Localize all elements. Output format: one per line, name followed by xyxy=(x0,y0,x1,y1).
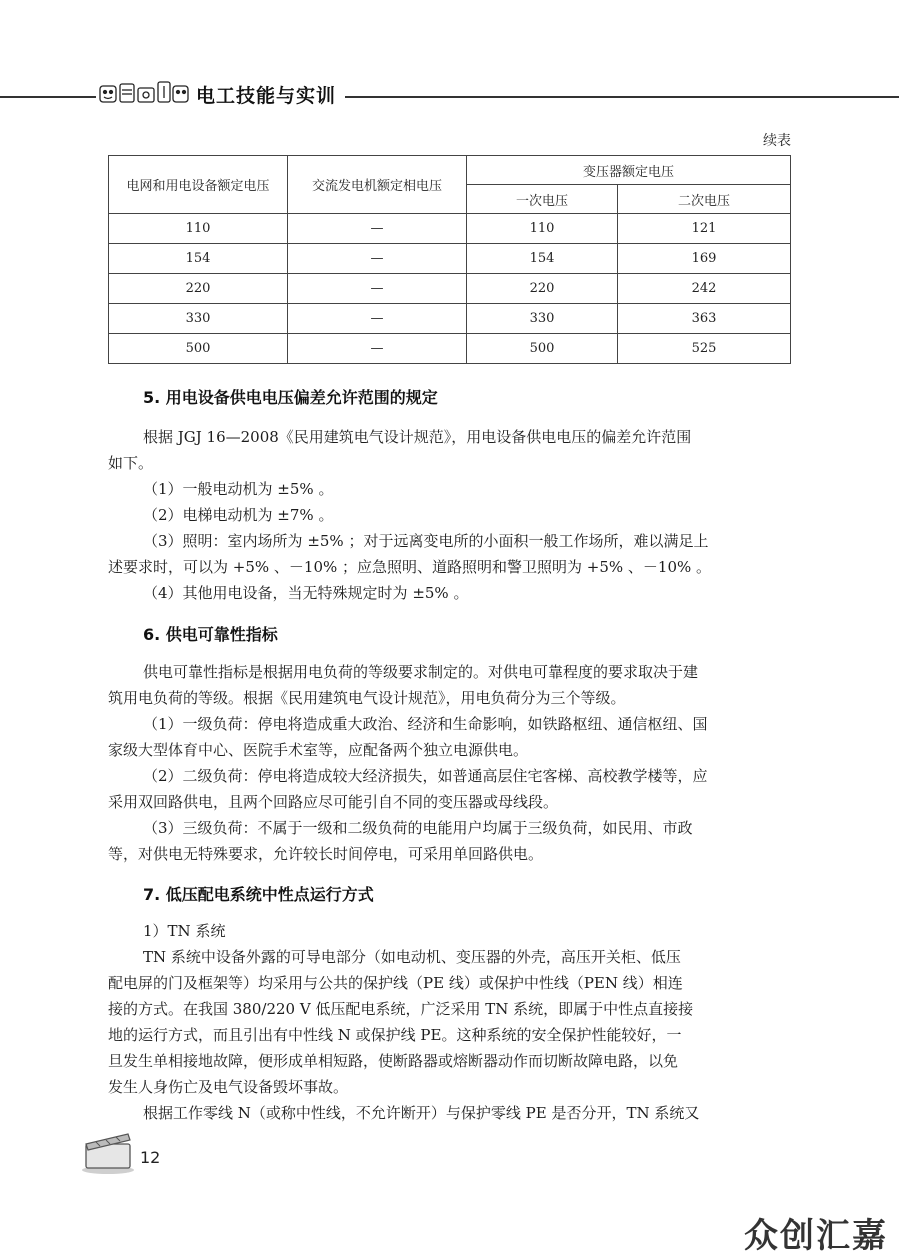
section7-heading: 7. 低压配电系统中性点运行方式 xyxy=(143,885,374,904)
section5-item3-line1: （3）照明：室内场所为 ±5% ；对于远离变电所的小面积一般工作场所，难以满足上 xyxy=(143,532,709,550)
table-row xyxy=(109,304,791,334)
header-rule-right xyxy=(345,96,899,98)
table-cell: 500 xyxy=(467,334,618,364)
section6-intro-line2: 筑用电负荷的等级。根据《民用建筑电气设计规范》，用电负荷分为三个等级。 xyxy=(108,689,626,707)
table-row xyxy=(109,214,791,244)
table-cell: — xyxy=(288,334,467,364)
table-cell: 330 xyxy=(467,304,618,334)
table-cell: — xyxy=(288,214,467,244)
section6-intro-line1: 供电可靠性指标是根据用电负荷的等级要求制定的。对供电可靠程度的要求取决于建 xyxy=(143,663,699,681)
section7-para-line: TN 系统中设备外露的可导电部分（如电动机、变压器的外壳，高压开关柜、低压 xyxy=(143,948,681,966)
section7-para-line: 发生人身伤亡及电气设备毁坏事故。 xyxy=(108,1078,349,1096)
col-header-transformer-voltage: 变压器额定电压 xyxy=(467,156,791,185)
section5-intro-line2: 如下。 xyxy=(108,454,154,472)
section5-item4: （4）其他用电设备，当无特殊规定时为 ±5% 。 xyxy=(143,584,469,602)
section7-subheading-tn: 1）TN 系统 xyxy=(143,922,226,940)
page-number: 12 xyxy=(140,1148,161,1167)
table-cell: 169 xyxy=(618,244,791,274)
section7-para-line: 接的方式。在我国 380/220 V 低压配电系统，广泛采用 TN 系统，即属于中性点直接接 xyxy=(108,1000,694,1018)
section7-para-line: 地的运行方式，而且引出有中性线 N 或保护线 PE。这种系统的安全保护性能较好，一 xyxy=(108,1026,682,1044)
col-header-generator-voltage: 交流发电机额定相电压 xyxy=(288,156,467,214)
table-row xyxy=(109,244,791,274)
header-rule-left xyxy=(0,96,96,98)
table-cell: 500 xyxy=(109,334,288,364)
header-title: 电工技能与实训 xyxy=(196,85,337,107)
table-cell: 525 xyxy=(618,334,791,364)
col-header-grid-voltage: 电网和用电设备额定电压 xyxy=(109,156,288,214)
table-cell: 220 xyxy=(467,274,618,304)
header-cartoon-icons xyxy=(98,78,190,108)
section7-para-line: 配电屏的门及框架等）均采用与公共的保护线（PE 线）或保护中性线（PEN 线）相连 xyxy=(108,974,683,992)
continued-label: 续表 xyxy=(763,133,791,149)
table-cell: 154 xyxy=(467,244,618,274)
col-header-secondary-voltage: 二次电压 xyxy=(618,185,791,214)
table-cell: — xyxy=(288,244,467,274)
section7-last-line: 根据工作零线 N（或称中性线，不允许断开）与保护零线 PE 是否分开，TN 系统又 xyxy=(143,1104,700,1122)
table-row xyxy=(109,334,791,364)
table-cell: 220 xyxy=(109,274,288,304)
table-cell: 330 xyxy=(109,304,288,334)
table-cell: — xyxy=(288,304,467,334)
section6-item1-line2: 家级大型体育中心、医院手术室等，应配备两个独立电源供电。 xyxy=(108,741,529,759)
section7-para-line: 旦发生单相接地故障，便形成单相短路，使断路器或熔断器动作而切断故障电路，以免 xyxy=(108,1052,679,1070)
section6-item2-line2: 采用双回路供电，且两个回路应尽可能引自不同的变压器或母线段。 xyxy=(108,793,559,811)
table-row xyxy=(109,274,791,304)
section6-heading: 6. 供电可靠性指标 xyxy=(143,625,278,644)
table-cell: 363 xyxy=(618,304,791,334)
section5-item2: （2）电梯电动机为 ±7% 。 xyxy=(143,506,334,524)
table-cell: — xyxy=(288,274,467,304)
section6-item3-line1: （3）三级负荷：不属于一级和二级负荷的电能用户均属于三级负荷，如民用、市政 xyxy=(143,819,693,837)
table-cell: 154 xyxy=(109,244,288,274)
table-cell: 121 xyxy=(618,214,791,244)
section5-intro-line1: 根据 JGJ 16—2008《民用建筑电气设计规范》，用电设备供电电压的偏差允许范围 xyxy=(143,428,692,446)
table-cell: 242 xyxy=(618,274,791,304)
clapperboard-icon xyxy=(80,1130,136,1174)
voltage-table xyxy=(108,155,791,364)
table-cell: 110 xyxy=(467,214,618,244)
watermark: 众创汇嘉 xyxy=(744,1216,888,1256)
section6-item3-line2: 等，对供电无特殊要求，允许较长时间停电，可采用单回路供电。 xyxy=(108,845,544,863)
section6-item2-line1: （2）二级负荷：停电将造成较大经济损失，如普通高层住宅客梯、高校教学楼等，应 xyxy=(143,767,708,785)
section6-item1-line1: （1）一级负荷：停电将造成重大政治、经济和生命影响，如铁路枢纽、通信枢纽、国 xyxy=(143,715,708,733)
col-header-primary-voltage: 一次电压 xyxy=(467,185,618,214)
section5-item3-line2: 述要求时，可以为 +5% 、－10% ；应急照明、道路照明和警卫照明为 +5% 、－10% 。 xyxy=(108,558,712,576)
section5-item1: （1）一般电动机为 ±5% 。 xyxy=(143,480,334,498)
section5-heading: 5. 用电设备供电电压偏差允许范围的规定 xyxy=(143,388,438,407)
table-cell: 110 xyxy=(109,214,288,244)
